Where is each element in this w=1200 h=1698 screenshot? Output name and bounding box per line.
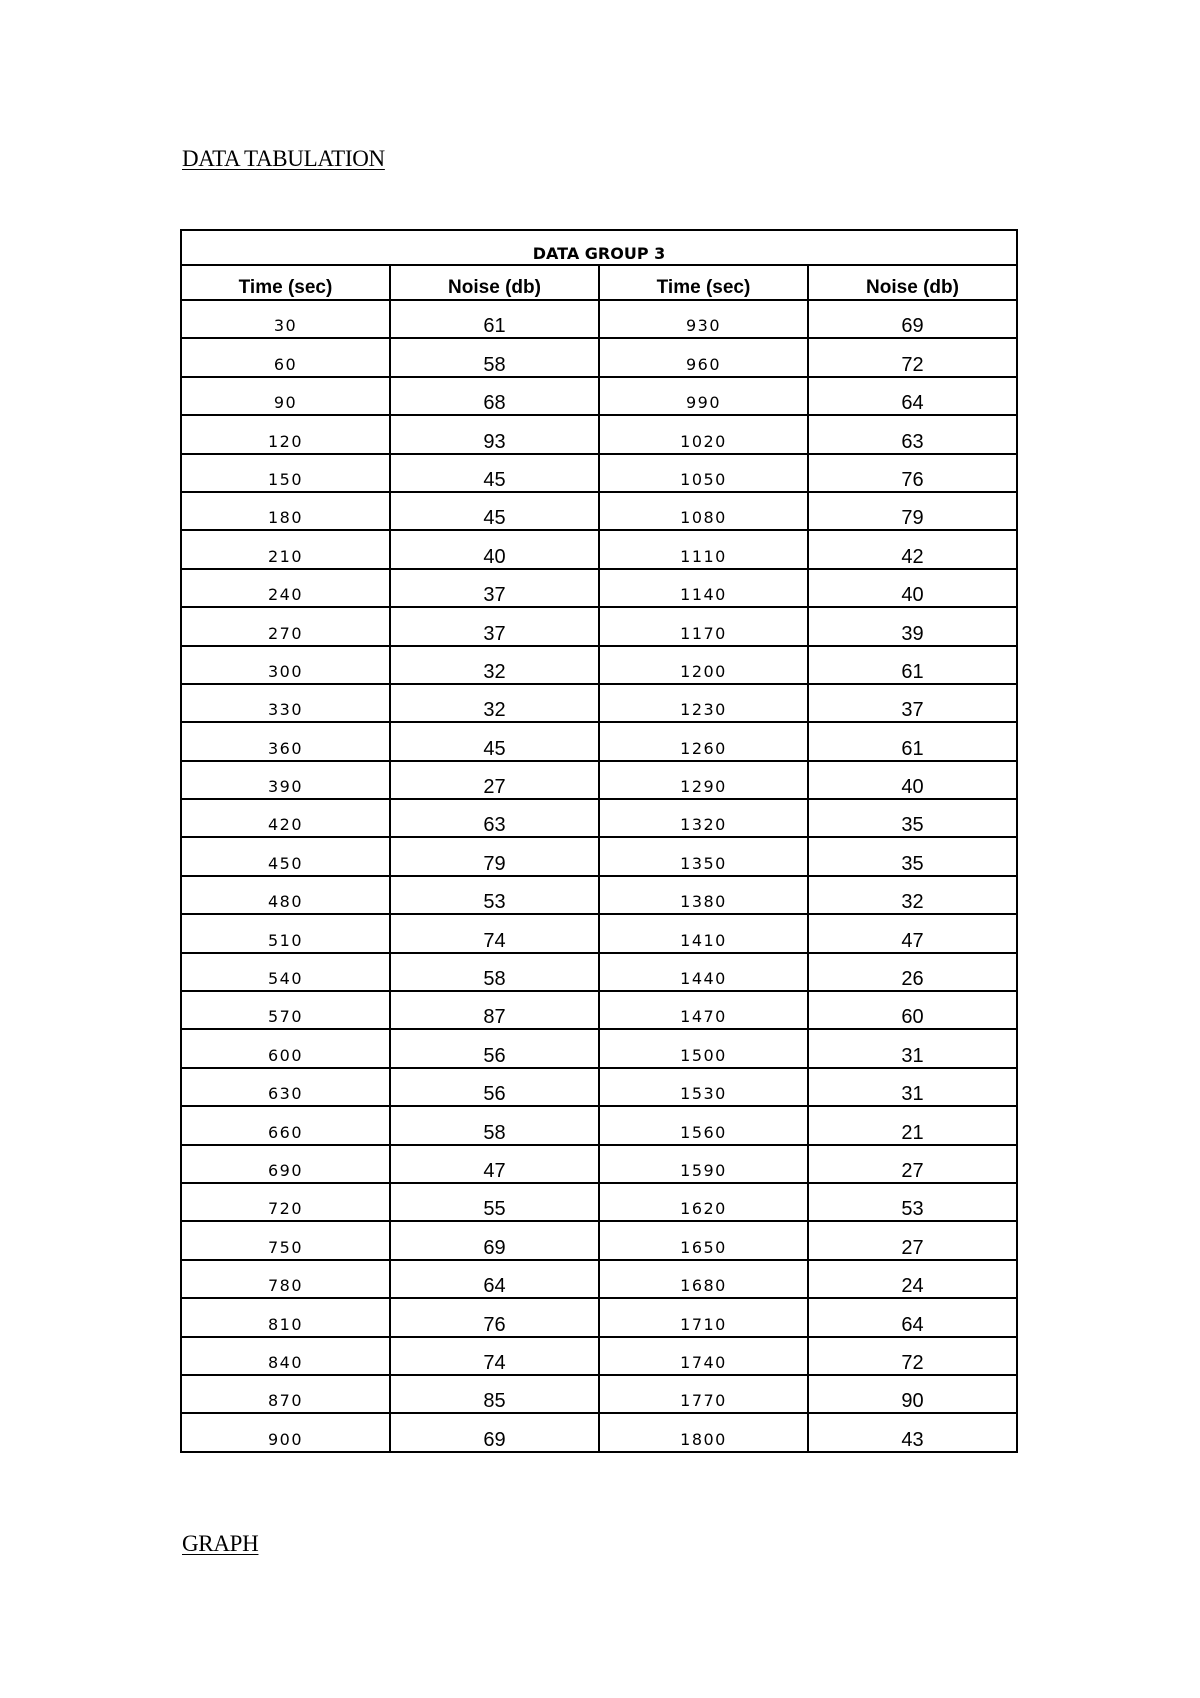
noise-cell: 79 (808, 492, 1017, 530)
noise-cell: 47 (808, 914, 1017, 952)
time-cell: 930 (599, 300, 808, 338)
noise-cell: 61 (808, 646, 1017, 684)
noise-cell: 64 (808, 1298, 1017, 1336)
time-cell: 1290 (599, 761, 808, 799)
table-row (181, 953, 1017, 991)
noise-cell: 90 (808, 1375, 1017, 1413)
time-cell: 1230 (599, 684, 808, 722)
table-row (181, 1260, 1017, 1298)
time-cell: 360 (181, 722, 390, 760)
table-row (181, 530, 1017, 568)
time-cell: 1470 (599, 991, 808, 1029)
table-row (181, 300, 1017, 338)
table-row (181, 1068, 1017, 1106)
table-body (181, 300, 1017, 1452)
time-cell: 1620 (599, 1183, 808, 1221)
noise-cell: 76 (808, 454, 1017, 492)
noise-cell: 35 (808, 837, 1017, 875)
time-cell: 1800 (599, 1413, 808, 1451)
time-cell: 180 (181, 492, 390, 530)
table-row (181, 338, 1017, 376)
noise-cell: 69 (390, 1221, 599, 1259)
time-cell: 1710 (599, 1298, 808, 1336)
time-cell: 30 (181, 300, 390, 338)
time-cell: 1080 (599, 492, 808, 530)
table-header-row (181, 265, 1017, 300)
noise-cell: 58 (390, 953, 599, 991)
noise-cell: 27 (390, 761, 599, 799)
table-row (181, 492, 1017, 530)
table-row (181, 684, 1017, 722)
time-cell: 1440 (599, 953, 808, 991)
time-cell: 1410 (599, 914, 808, 952)
time-cell: 1530 (599, 1068, 808, 1106)
time-cell: 960 (599, 338, 808, 376)
noise-cell: 32 (390, 646, 599, 684)
noise-cell: 31 (808, 1068, 1017, 1106)
noise-cell: 40 (808, 569, 1017, 607)
time-cell: 1500 (599, 1029, 808, 1067)
time-cell: 1770 (599, 1375, 808, 1413)
table-group-row (181, 230, 1017, 265)
noise-cell: 87 (390, 991, 599, 1029)
time-cell: 780 (181, 1260, 390, 1298)
time-cell: 1350 (599, 837, 808, 875)
noise-cell: 85 (390, 1375, 599, 1413)
noise-cell: 26 (808, 953, 1017, 991)
noise-cell: 60 (808, 991, 1017, 1029)
noise-cell: 53 (390, 876, 599, 914)
noise-cell: 72 (808, 338, 1017, 376)
table-row (181, 876, 1017, 914)
table-row (181, 837, 1017, 875)
table-row (181, 569, 1017, 607)
noise-cell: 56 (390, 1029, 599, 1067)
time-cell: 870 (181, 1375, 390, 1413)
noise-cell: 45 (390, 722, 599, 760)
time-cell: 120 (181, 415, 390, 453)
time-cell: 1140 (599, 569, 808, 607)
noise-cell: 40 (808, 761, 1017, 799)
noise-cell: 35 (808, 799, 1017, 837)
time-cell: 1020 (599, 415, 808, 453)
table-row (181, 1375, 1017, 1413)
time-cell: 660 (181, 1106, 390, 1144)
time-cell: 270 (181, 607, 390, 645)
time-cell: 840 (181, 1337, 390, 1375)
graph-heading: GRAPH (182, 1531, 259, 1556)
time-cell: 1740 (599, 1337, 808, 1375)
time-cell: 720 (181, 1183, 390, 1221)
noise-cell: 27 (808, 1145, 1017, 1183)
time-cell: 630 (181, 1068, 390, 1106)
noise-cell: 74 (390, 914, 599, 952)
time-cell: 540 (181, 953, 390, 991)
time-cell: 150 (181, 454, 390, 492)
noise-cell: 93 (390, 415, 599, 453)
noise-cell: 55 (390, 1183, 599, 1221)
time-cell: 480 (181, 876, 390, 914)
table-row (181, 377, 1017, 415)
time-cell: 390 (181, 761, 390, 799)
time-cell: 1200 (599, 646, 808, 684)
time-cell: 1170 (599, 607, 808, 645)
time-cell: 1320 (599, 799, 808, 837)
noise-cell: 37 (808, 684, 1017, 722)
noise-cell: 32 (390, 684, 599, 722)
noise-cell: 68 (390, 377, 599, 415)
time-cell: 450 (181, 837, 390, 875)
time-cell: 300 (181, 646, 390, 684)
noise-cell: 37 (390, 607, 599, 645)
noise-cell: 47 (390, 1145, 599, 1183)
table-row (181, 914, 1017, 952)
time-cell: 570 (181, 991, 390, 1029)
table-row (181, 1183, 1017, 1221)
time-cell: 330 (181, 684, 390, 722)
noise-cell: 61 (390, 300, 599, 338)
table-row (181, 1145, 1017, 1183)
time-cell: 1560 (599, 1106, 808, 1144)
time-cell: 1380 (599, 876, 808, 914)
table-row (181, 646, 1017, 684)
time-cell: 60 (181, 338, 390, 376)
table-row (181, 991, 1017, 1029)
time-cell: 420 (181, 799, 390, 837)
table-row (181, 761, 1017, 799)
noise-cell: 63 (390, 799, 599, 837)
time-cell: 240 (181, 569, 390, 607)
noise-cell: 72 (808, 1337, 1017, 1375)
table-row (181, 415, 1017, 453)
time-cell: 210 (181, 530, 390, 568)
time-cell: 1650 (599, 1221, 808, 1259)
time-cell: 90 (181, 377, 390, 415)
noise-cell: 76 (390, 1298, 599, 1336)
table-row (181, 1337, 1017, 1375)
time-cell: 600 (181, 1029, 390, 1067)
noise-cell: 53 (808, 1183, 1017, 1221)
table-row (181, 454, 1017, 492)
time-cell: 1050 (599, 454, 808, 492)
column-header: Noise (db) (390, 265, 599, 300)
noise-cell: 64 (390, 1260, 599, 1298)
noise-cell: 37 (390, 569, 599, 607)
noise-cell: 45 (390, 454, 599, 492)
data-group-table (180, 229, 1018, 1453)
noise-cell: 61 (808, 722, 1017, 760)
column-header: Noise (db) (808, 265, 1017, 300)
time-cell: 510 (181, 914, 390, 952)
column-header: Time (sec) (181, 265, 390, 300)
noise-cell: 43 (808, 1413, 1017, 1451)
time-cell: 900 (181, 1413, 390, 1451)
time-cell: 690 (181, 1145, 390, 1183)
noise-cell: 45 (390, 492, 599, 530)
table-row (181, 1298, 1017, 1336)
noise-cell: 24 (808, 1260, 1017, 1298)
noise-cell: 69 (390, 1413, 599, 1451)
noise-cell: 21 (808, 1106, 1017, 1144)
table-row (181, 799, 1017, 837)
noise-cell: 39 (808, 607, 1017, 645)
noise-cell: 64 (808, 377, 1017, 415)
table-row (181, 1413, 1017, 1451)
time-cell: 1680 (599, 1260, 808, 1298)
time-cell: 990 (599, 377, 808, 415)
noise-cell: 58 (390, 338, 599, 376)
noise-cell: 69 (808, 300, 1017, 338)
time-cell: 810 (181, 1298, 390, 1336)
noise-cell: 27 (808, 1221, 1017, 1259)
noise-cell: 58 (390, 1106, 599, 1144)
table-row (181, 1106, 1017, 1144)
time-cell: 1260 (599, 722, 808, 760)
table-row (181, 1029, 1017, 1067)
data-tabulation-heading: DATA TABULATION (182, 146, 385, 171)
noise-cell: 79 (390, 837, 599, 875)
noise-cell: 56 (390, 1068, 599, 1106)
noise-cell: 42 (808, 530, 1017, 568)
noise-cell: 31 (808, 1029, 1017, 1067)
noise-cell: 32 (808, 876, 1017, 914)
column-header: Time (sec) (599, 265, 808, 300)
time-cell: 1590 (599, 1145, 808, 1183)
time-cell: 750 (181, 1221, 390, 1259)
table-row (181, 722, 1017, 760)
noise-cell: 40 (390, 530, 599, 568)
noise-cell: 63 (808, 415, 1017, 453)
table-row (181, 607, 1017, 645)
noise-cell: 74 (390, 1337, 599, 1375)
time-cell: 1110 (599, 530, 808, 568)
table-group-title: DATA GROUP 3 (181, 230, 1017, 265)
table-row (181, 1221, 1017, 1259)
